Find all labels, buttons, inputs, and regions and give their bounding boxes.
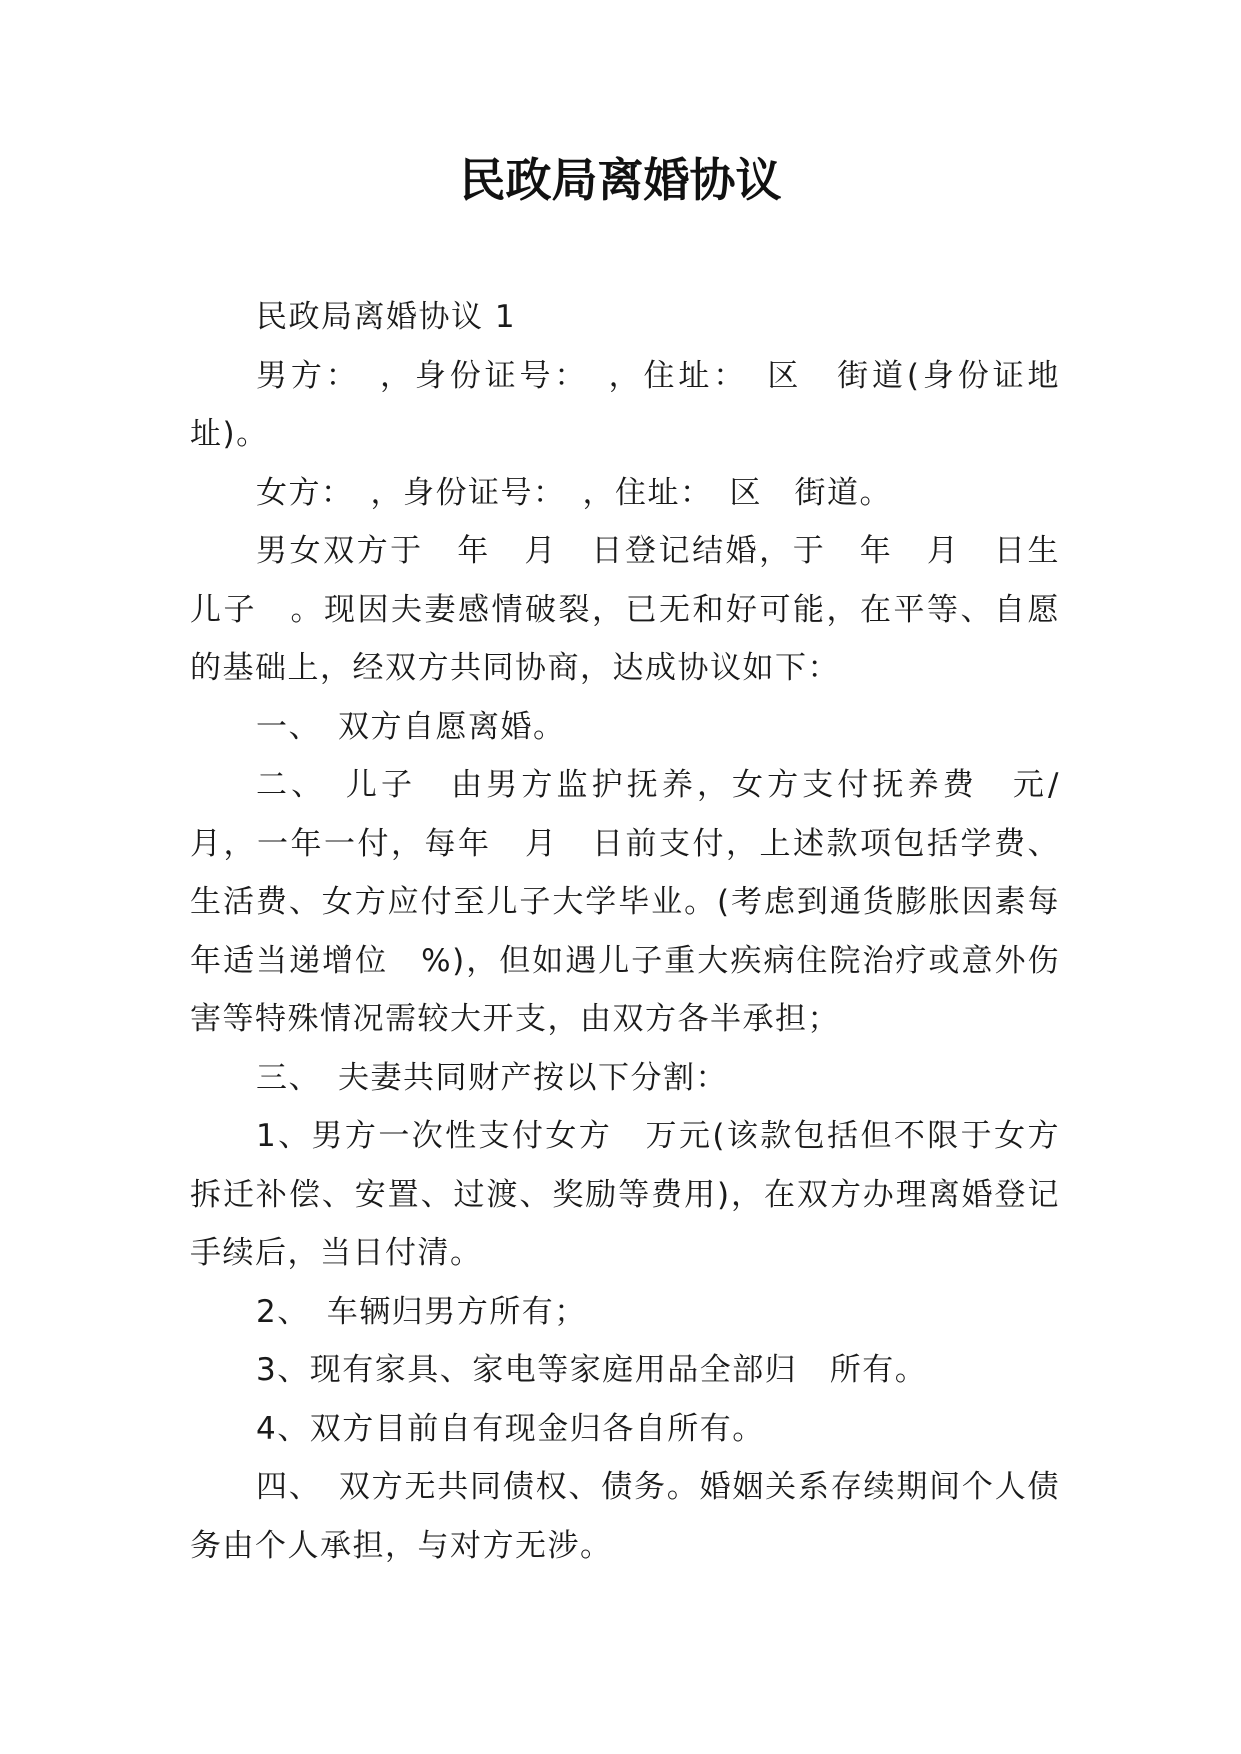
clause-3-property: 三、 夫妻共同财产按以下分割：: [256, 1059, 728, 1096]
agreement-heading: 民政局离婚协议 1: [256, 299, 517, 335]
clause-2-custody: 二、 儿子 由男方监护抚养，女方支付抚养费 元/月，一年一付，每年 月 日前支付，上述款项包括学费、生活费、女方应付至儿子大学毕业。(考虑到通货膨胀因素每年适当递增位 %)，但如遇儿子重大疾病住院治疗或意外伤害等特殊情况需较大开支，由双方各半承担；: [190, 767, 1060, 1037]
clause-4-debts: 四、 双方无共同债权、债务。婚姻关系存续期间个人债务由个人承担，与对方无涉。: [190, 1469, 1060, 1564]
document-body: [190, 288, 1060, 1575]
male-party-info: 男方： ，身份证号： ，住址： 区 街道(身份证地址)。: [190, 357, 1060, 452]
marriage-background: 男女双方于 年 月 日登记结婚，于 年 月 日生儿子 。现因夫妻感情破裂，已无和好可能，在平等、自愿的基础上，经双方共同协商，达成协议如下：: [190, 533, 1060, 686]
property-item-4: 4、双方目前自有现金归各自所有。: [256, 1410, 765, 1447]
document-title: 民政局离婚协议: [459, 153, 782, 207]
property-item-3: 3、现有家具、家电等家庭用品全部归 所有。: [256, 1352, 928, 1388]
female-party-info: 女方： ，身份证号： ，住址： 区 街道。: [256, 474, 892, 511]
clause-1-divorce: 一、 双方自愿离婚。: [256, 708, 566, 745]
property-item-1: 1、男方一次性支付女方 万元(该款包括但不限于女方拆迁补偿、安置、过渡、奖励等费用)，在双方办理离婚登记手续后，当日付清。: [190, 1118, 1060, 1271]
property-item-2: 2、 车辆归男方所有；: [256, 1293, 587, 1330]
